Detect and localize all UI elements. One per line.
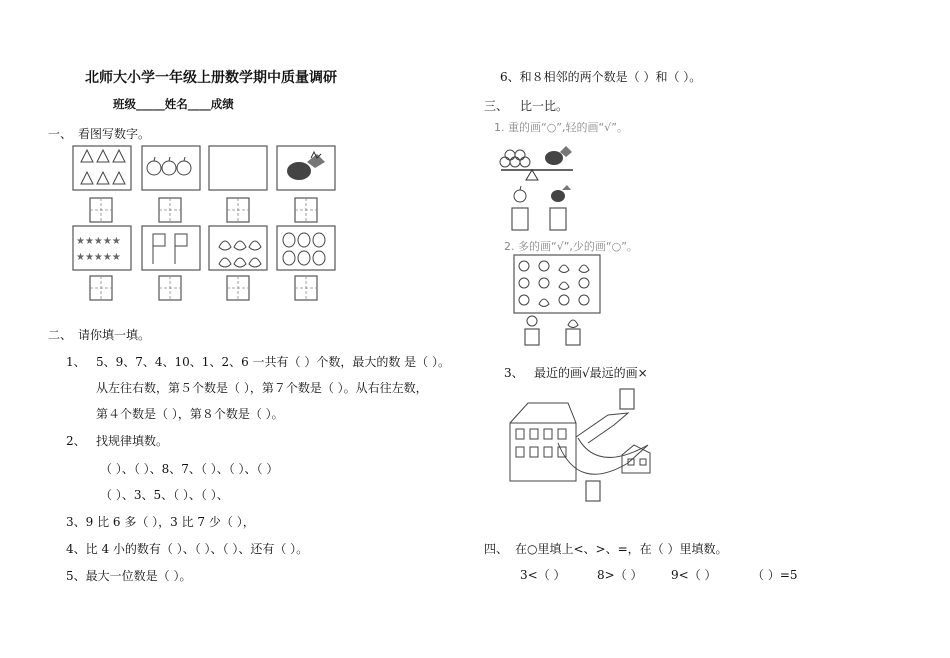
building-icon <box>510 403 576 481</box>
watermelon-icon <box>545 146 572 165</box>
picture-frame <box>73 226 131 270</box>
answer-box[interactable] <box>512 208 528 230</box>
compare-sub1: 1. 重的画“○”,轻的画“√”。 <box>494 121 628 134</box>
answer-box[interactable] <box>159 276 181 300</box>
svg-text:★★★★★: ★★★★★ <box>76 236 121 247</box>
compare-item-2: 8>（ ） <box>597 568 643 582</box>
count-pictures-figure <box>45 140 365 305</box>
answer-box[interactable] <box>586 481 600 501</box>
q2-title: 找规律填数。 <box>96 434 169 448</box>
small-house-icon <box>622 445 650 473</box>
svg-text:★★★★★: ★★★★★ <box>76 252 121 263</box>
picture-frame <box>209 226 267 270</box>
q3-text: 3、9 比 6 多（ ），3 比 7 少（ ）， <box>66 515 255 529</box>
apple-icon <box>514 186 526 202</box>
compare-item-1: 3<（ ） <box>520 568 566 582</box>
q6-text: 6、和８相邻的两个数是（ ）和（ ）。 <box>500 70 702 84</box>
fruit-grid-figure <box>506 253 626 353</box>
q1-number: 1、 <box>66 355 86 369</box>
q1-line1: 5、9、7、4、10、1、2、6 一共有（ ）个数，最大的数 是（ ）。 <box>96 355 450 369</box>
picture-frame <box>142 226 200 270</box>
peach-icon <box>568 320 578 328</box>
student-info-line: 班级_____姓名____成绩 <box>113 97 234 111</box>
q2-pattern2: （ ）、3、5、（ ）、（ ）、 <box>100 488 229 502</box>
section1-title: 看图写数字。 <box>78 127 151 141</box>
answer-box[interactable] <box>525 329 539 345</box>
section2-title: 请你填一填。 <box>78 328 151 342</box>
section3-number: 三、 <box>484 99 509 113</box>
answer-box[interactable] <box>295 198 317 222</box>
answer-box[interactable] <box>227 276 249 300</box>
watermelon-icon <box>551 185 571 202</box>
answer-box[interactable] <box>295 276 317 300</box>
picture-frame <box>209 146 267 190</box>
answer-box[interactable] <box>550 208 566 230</box>
answer-box[interactable] <box>159 198 181 222</box>
section1-number: 一、 <box>48 127 73 141</box>
section3-title: 比一比。 <box>520 99 569 113</box>
answer-box[interactable] <box>566 329 580 345</box>
section4-number: 四、 <box>484 542 509 556</box>
q1-line2: 从左往右数，第５个数是（ ），第７个数是（ ）。从右往左数， <box>96 381 428 395</box>
answer-box[interactable] <box>620 389 634 409</box>
section4-title: 在○里填上<、>、=，在（ ）里填数。 <box>515 542 728 556</box>
answer-box[interactable] <box>227 198 249 222</box>
compare-sub3-text: 最近的画√最远的画× <box>534 366 648 380</box>
compare-item-4: （ ）=5 <box>752 568 798 582</box>
q4-text: 4、比 4 小的数有（ ）、（ ）、（ ）、还有（ ）。 <box>66 542 309 556</box>
answer-box[interactable] <box>90 198 112 222</box>
answer-box[interactable] <box>90 276 112 300</box>
page-title: 北师大小学一年级上册数学期中质量调研 <box>85 70 337 86</box>
section2-number: 二、 <box>48 328 73 342</box>
balance-pivot <box>526 170 538 180</box>
compare-sub2: 2. 多的画“√”,少的画“○”。 <box>504 240 638 253</box>
compare-sub3-number: 3、 <box>504 366 524 380</box>
house-road-figure <box>498 383 668 508</box>
apples-icon <box>500 150 530 167</box>
apple-icon <box>527 316 537 326</box>
q2-pattern1: （ ）、（ ）、8、7、（ ）、（ ）、（ ） <box>100 462 279 476</box>
compare-item-3: 9<（ ） <box>671 568 717 582</box>
q5-text: 5、最大一位数是（ ）。 <box>66 569 192 583</box>
q1-line3: 第４个数是（ ），第８个数是（ ）。 <box>96 407 284 421</box>
q2-number: 2、 <box>66 434 86 448</box>
balance-figure <box>498 140 638 235</box>
